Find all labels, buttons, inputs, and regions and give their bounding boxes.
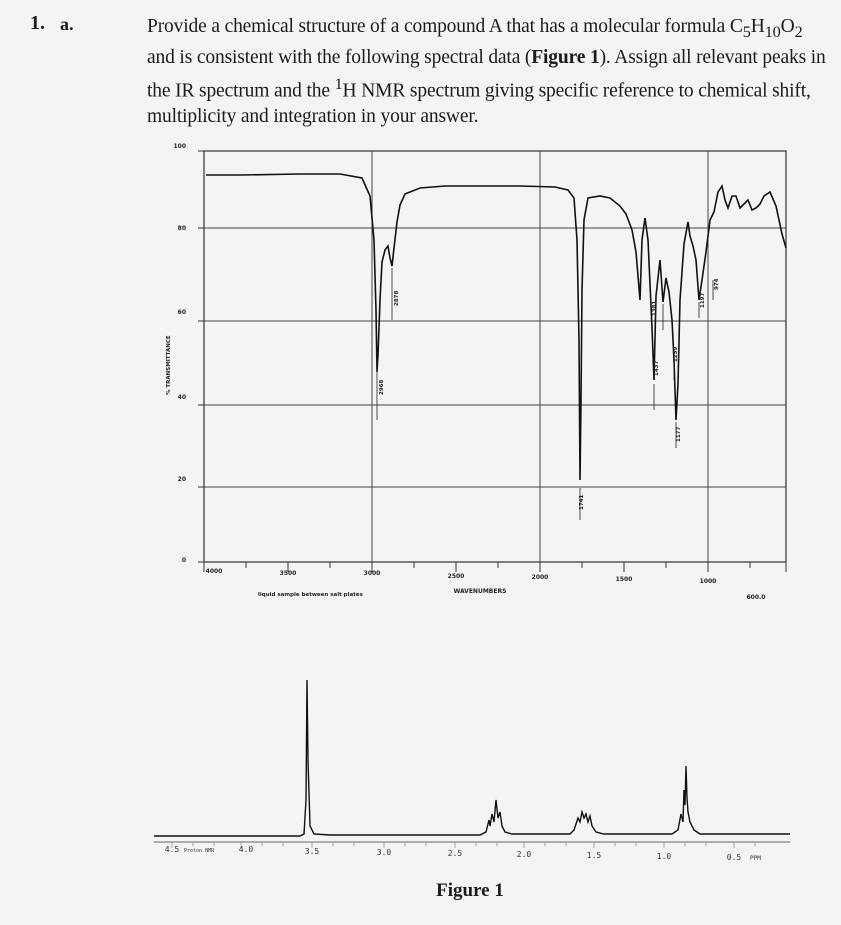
nmr-tick-3.5: 3.5	[304, 847, 320, 856]
ir-y-tick-marks	[198, 151, 204, 562]
formula-h: H	[750, 16, 765, 37]
h-superscript: 1	[334, 74, 343, 93]
ir-peak-1741: 1741	[579, 494, 585, 510]
formula-o: O	[780, 16, 795, 37]
ir-peak-1197: 1197	[700, 292, 706, 308]
ir-peak-1259: 1259	[673, 346, 679, 362]
ir-x-end-label: 600.0	[746, 594, 766, 601]
ir-x-tick-3000: 3000	[363, 570, 381, 577]
nmr-axis-note: Proton NMR	[184, 848, 215, 854]
ir-y-tick-100: 100	[173, 143, 186, 150]
ir-sample-note: liquid sample between salt plates	[258, 592, 363, 598]
ir-peak-1381: 1381	[652, 300, 658, 316]
question-part: a.	[60, 14, 74, 34]
figure-reference: Figure 1	[531, 46, 600, 68]
ir-x-tick-3500: 3500	[279, 570, 297, 577]
nmr-tick-0.5: 0.5	[726, 853, 742, 862]
ir-x-tick-1000: 1000	[699, 578, 717, 585]
ir-x-tick-2500: 2500	[447, 573, 465, 580]
ir-spectrum	[166, 143, 786, 601]
formula-c-subscript: 5	[742, 22, 751, 41]
ir-x-axis-label: WAVENUMBERS	[453, 588, 507, 595]
nmr-tick-2.0: 2.0	[516, 850, 532, 859]
formula-o-subscript: 2	[794, 22, 803, 41]
ir-x-tick-1500: 1500	[615, 576, 633, 583]
nmr-tick-1.0: 1.0	[656, 852, 672, 861]
ir-y-tick-60: 60	[177, 309, 186, 316]
nmr-unit: PPM	[750, 855, 761, 862]
nmr-tick-marks	[172, 842, 755, 848]
question-text-part-4: H NMR spectrum giving specific reference to chemical shift, multiplicity and integration in your answer.	[147, 80, 811, 128]
nmr-tick-4.0: 4.0	[238, 845, 254, 854]
ir-peak-1437: 1437	[654, 360, 660, 376]
figure-caption: Figure 1	[436, 880, 504, 901]
ir-y-tick-0: 0	[181, 557, 186, 564]
question-text-part-2: and is consistent with the following spectral data (	[147, 46, 532, 68]
ir-x-tick-4000: 4000	[205, 568, 223, 575]
nmr-tick-4.5: 4.5	[164, 845, 180, 854]
nmr-spectrum	[154, 680, 790, 862]
nmr-trace	[154, 680, 790, 836]
ir-peak-1177: 1177	[676, 426, 682, 442]
question-number: 1.	[30, 12, 45, 34]
nmr-tick-1.5: 1.5	[586, 851, 602, 860]
question-text-part-3: ). Assign all relevant peaks in the IR spectrum and the	[147, 46, 826, 102]
ir-peak-2878: 2878	[394, 290, 400, 306]
question-text-part-1: Provide a chemical structure of a compound A that has a molecular formula C	[147, 16, 743, 37]
nmr-tick-3.0: 3.0	[376, 848, 392, 857]
ir-x-tick-2000: 2000	[531, 574, 549, 581]
ir-peak-2968: 2968	[379, 379, 385, 395]
ir-peak-labels	[377, 268, 720, 520]
ir-peak-974: 974	[714, 278, 720, 290]
nmr-tick-2.5: 2.5	[447, 849, 463, 858]
ir-plot-frame	[204, 151, 786, 562]
ir-y-axis-label: % TRANSMITTANCE	[166, 335, 172, 395]
ir-y-tick-20: 20	[177, 476, 186, 483]
formula-h-subscript: 10	[764, 22, 781, 41]
ir-y-tick-80: 80	[177, 225, 186, 232]
ir-trace	[206, 174, 786, 480]
ir-y-tick-40: 40	[177, 394, 186, 401]
